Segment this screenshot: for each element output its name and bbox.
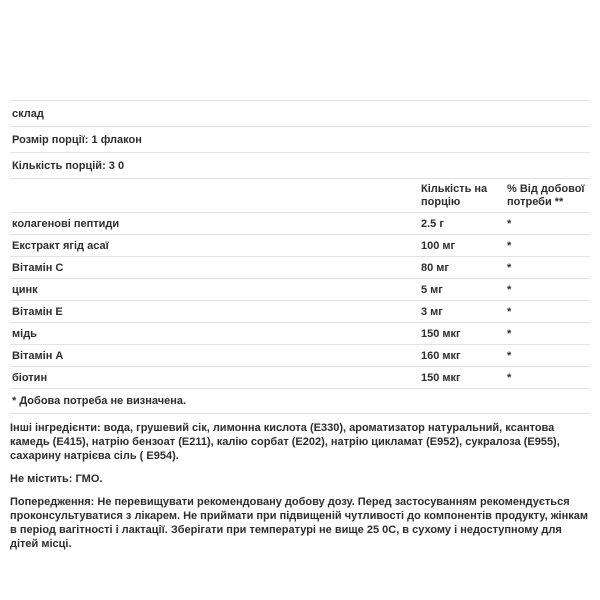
ingredient-daily-value: * xyxy=(507,328,512,340)
table-row xyxy=(10,344,590,366)
table-row xyxy=(10,300,590,322)
ingredient-daily-value: * xyxy=(507,372,512,384)
ingredient-amount: 5 мг xyxy=(421,284,443,296)
ingredient-amount: 2.5 г xyxy=(421,218,444,230)
table-row xyxy=(10,278,590,300)
serving-size-text: Розмір порції: 1 флакон xyxy=(12,134,142,146)
section-title-row xyxy=(10,100,590,126)
ingredient-daily-value: * xyxy=(507,262,512,274)
table-header-row xyxy=(10,178,590,212)
ingredient-name: Екстракт ягід асаї xyxy=(12,240,109,252)
column-header-daily-value: % Від добової потреби ** xyxy=(507,183,585,208)
gmo-free-statement: Не містить: ГМО. xyxy=(10,473,103,485)
ingredient-name: колагенові пептиди xyxy=(12,218,120,230)
table-footnote: * Добова потреба не визначена. xyxy=(12,395,187,407)
column-header-amount: Кількість на порцію xyxy=(421,183,488,208)
ingredient-amount: 3 мг xyxy=(421,306,443,318)
ingredient-daily-value: * xyxy=(507,240,512,252)
table-row xyxy=(10,322,590,344)
table-row xyxy=(10,366,590,388)
ingredient-amount: 160 мкг xyxy=(421,350,461,362)
servings-count-row xyxy=(10,152,590,178)
other-ingredients-paragraph: Інші інгредієнти: вода, грушевий сік, лимонна кислота (E330), ароматизатор натуральний, ксантова камедь (E415), натрію бензоат (E211), калію сорбат (E202), натрію цикламат (E952), сукралоза (E955), сахарину натрієва сіль ( E954). xyxy=(10,422,560,462)
serving-size-row xyxy=(10,126,590,152)
table-row xyxy=(10,212,590,234)
ingredient-daily-value: * xyxy=(507,350,512,362)
ingredient-daily-value: * xyxy=(507,284,512,296)
ingredient-name: біотин xyxy=(12,372,48,384)
ingredient-amount: 100 мг xyxy=(421,240,456,252)
warning-paragraph: Попередження: Не перевищувати рекомендовану добову дозу. Перед застосуванням рекомендується проконсультуватися з лікарем. Не приймати при підвищеній чутливості до компонентів продукту, жінкам в період вагітності і лактації. Зберігати при температурі не вище 25 0С, в сухому і недоступному для дітей місці. xyxy=(10,496,588,550)
label-paragraphs xyxy=(10,414,590,551)
ingredient-name: Вітамін E xyxy=(12,306,63,318)
ingredient-amount: 150 мкг xyxy=(421,328,461,340)
table-row xyxy=(10,234,590,256)
table-footnote-row xyxy=(10,388,590,414)
section-title: склад xyxy=(12,108,44,120)
header-spacer xyxy=(10,179,421,188)
ingredient-amount: 150 мкг xyxy=(421,372,461,384)
table-row xyxy=(10,256,590,278)
ingredient-amount: 80 мг xyxy=(421,262,450,274)
ingredient-name: Вітамін C xyxy=(12,262,64,274)
ingredient-name: Вітамін A xyxy=(12,350,64,362)
ingredient-daily-value: * xyxy=(507,218,512,230)
servings-count-text: Кількість порцій: 3 0 xyxy=(12,160,125,172)
ingredient-daily-value: * xyxy=(507,306,512,318)
ingredient-name: цинк xyxy=(12,284,38,296)
ingredient-name: мідь xyxy=(12,328,37,340)
